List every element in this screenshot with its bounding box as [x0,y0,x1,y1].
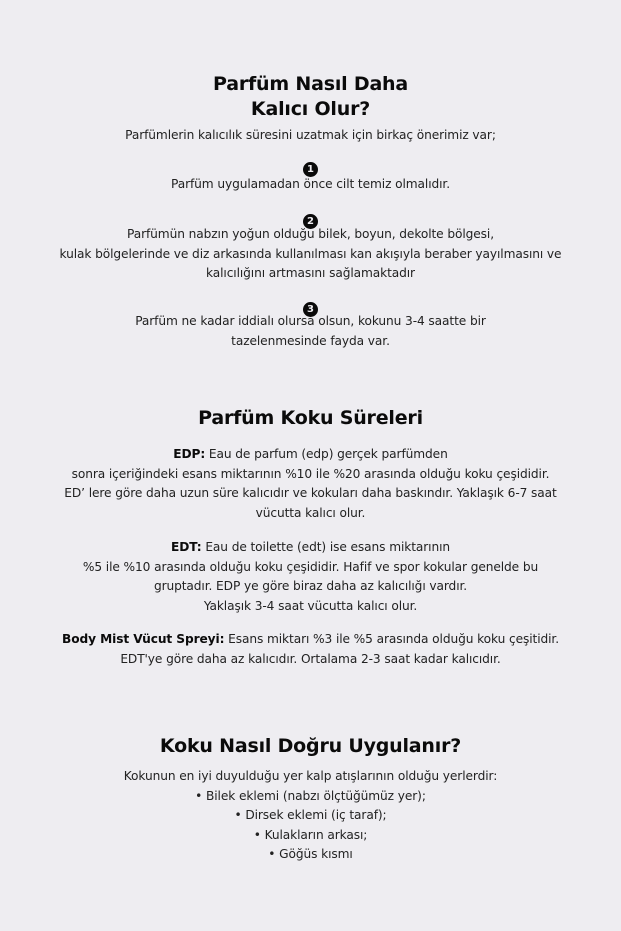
section-title: Koku Nasıl Doğru Uygulanır? [159,735,462,757]
tip-1 [0,157,621,177]
application-list [0,767,621,865]
section-scent-durations [0,406,621,431]
list-item: • Bilek eklemi (nabzı ölçtüğümüz yer); [195,788,426,803]
edp-line: vücutta kalıcı olur. [255,505,366,520]
list-item: • Göğüs kısmı [268,847,353,861]
edt-line: %5 ile %10 arasında olduğu koku çeşididir. Hafif ve spor kokular genelde bu [82,559,539,574]
tip-text-line: kalıcılığını artmasını sağlamaktadır [206,266,415,280]
tip-1-text [0,175,621,195]
edt-first-line: EDT: Eau de toilette (edt) ise esans miktarının [170,540,450,554]
body-mist-label: Body Mist Vücut Spreyi: [62,632,225,646]
edp-description [0,445,621,523]
tip-text-line: Parfüm uygulamadan önce cilt temiz olmalıdır. [171,177,450,191]
edp-first-line: EDP: Eau de parfum (edp) gerçek parfümden [173,447,448,461]
number-1-circle-icon: 1 [303,162,318,177]
section-intro-block [0,126,621,146]
section-title [0,72,621,122]
title-line-1: Parfüm Nasıl Daha [212,73,409,95]
tip-text-line: tazelenmesinde fayda var. [231,333,390,348]
edt-label: EDT: [170,540,202,554]
section-title: Parfüm Koku Süreleri [198,407,423,429]
edt-line: Yaklaşık 3-4 saat vücutta kalıcı olur. [203,598,418,613]
number-2-circle-icon: 2 [303,214,318,229]
tip-text-line: kulak bölgelerinde ve diz arkasında kullanılması kan akışıyla beraber yayılmasını ve [59,246,562,261]
tip-3-text [0,312,621,351]
body-mist-first-line: Body Mist Vücut Spreyi: Esans miktarı %3 ile %5 arasında olduğu koku çeşitidir. [62,632,559,646]
list-item: • Kulakların arkası; [253,827,368,842]
list-item: • Dirsek eklemi (iç taraf); [234,808,387,822]
number-3-circle-icon: 3 [303,302,318,317]
section-longevity-tips [0,72,621,122]
tip-text-line: Parfümün nabzın yoğun olduğu bilek, boyun, dekolte bölgesi, [127,227,494,241]
body-mist-description [0,630,621,669]
tip-2-text [0,225,621,284]
edp-line: sonra içeriğindeki esans miktarının %10 ile %20 arasında olduğu koku çeşididir. [71,466,550,481]
section-application [0,734,621,759]
section-intro: Parfümlerin kalıcılık süresini uzatmak için birkaç önerimiz var; [125,128,496,142]
body-mist-line: EDT'ye göre daha az kalıcıdır. Ortalama 2-3 saat kadar kalıcıdır. [120,651,501,666]
application-intro: Kokunun en iyi duyulduğu yer kalp atışlarının olduğu yerlerdir: [123,769,498,783]
tip-text-line: Parfüm ne kadar iddialı olursa olsun, kokunu 3-4 saatte bir [135,314,486,328]
edp-label: EDP: [173,447,206,461]
edp-line: ED’ lere göre daha uzun süre kalıcıdır ve kokuları daha baskındır. Yaklaşık 6-7 saat [64,486,557,500]
edt-line: gruptadır. EDP ye göre biraz daha az kalıcılığı vardır. [153,579,468,593]
title-line-2: Kalıcı Olur? [250,98,371,120]
edt-description [0,538,621,616]
